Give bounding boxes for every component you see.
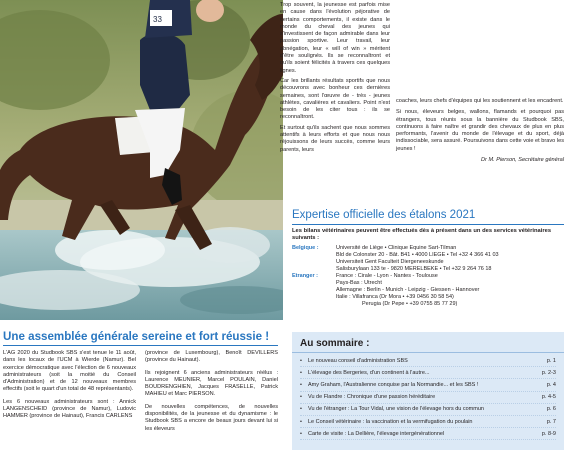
belgique-line: Université de Liège • Clinique Equine Sart-Tilman	[336, 245, 457, 251]
etranger-addresses	[336, 273, 564, 308]
etranger-line: Allemagne : Berlin - Munich - Leipzig - Giessen - Hannover	[336, 287, 480, 293]
intro-paragraph-1: Trop souvent, la jeunesse est parfois mise en cause dans l'évolution péjorative de certains comportements, il existe dans le monde du cheval des jeunes qui s'investissent de façon admirable dans leur passion sportive. Leur travail, leur abnégation, leur « will of win » méritent d'être soulignés. Ils se reconnaîtront et qu'ils soient félicités à travers ces quelques lignes.	[280, 2, 390, 74]
bullet-icon: •	[300, 381, 302, 388]
svg-text:33: 33	[153, 15, 162, 24]
sommaire-list	[292, 355, 564, 440]
expertise-list	[292, 245, 564, 308]
etranger-line: Perugia (Dr Pepe • +39 0755 85 77 29)	[362, 301, 458, 307]
assemblee-paragraph: L'AG 2020 du Studbook SBS s'est tenue le 11 août, dans les locaux de l'UCM à Wierde (Namur). Bel exercice démocratique avec l'élection de 6 nouveaux administrateurs (soit la moitié du Conseil d'Administration) et de 12 nouveaux membres effectifs (soit le quart d'un total de 48 représentants).	[3, 350, 136, 393]
sommaire-item[interactable]	[300, 379, 556, 391]
sommaire-item-page: p. 7	[546, 418, 556, 425]
assemblee-paragraph: (province de Luxembourg), Benoît DEVILLERS (province du Hainaut).	[145, 350, 278, 364]
cover-photo	[0, 0, 283, 320]
bullet-icon: •	[300, 430, 302, 437]
sommaire-item-title: Carte de visite : La Dellière, l'élevage intergénérationnel	[308, 430, 445, 437]
sommaire-item-page: p. 2-3	[541, 369, 556, 376]
etranger-row	[292, 273, 564, 308]
intro-paragraph-2: Car les brillants résultats sportifs que nous découvrons avec bonheur ces dernières semaines, sont l'œuvre de - très - jeunes athlètes, cavalières et cavaliers. Point n'est besoin de les citer tous : ils se reconnaîtront.	[280, 77, 390, 121]
editorial-paragraph-2: Si nous, éleveurs belges, wallons, flamands et pourquoi pas étrangers, tous réunis sous la bannière du Studbook SBS, continuons à faire naître et grandir des chevaux de plus en plus performants, l'avenir du monde de l'élevage et du sport, déjà indissociable, sera assuré. Poursuivons dans cette voie et bravo les jeunes !	[396, 109, 564, 152]
expertise-title: Expertise officielle des étalons 2021	[292, 209, 564, 225]
editorial-continuation	[396, 98, 564, 168]
belgique-label: Belgique :	[292, 245, 319, 251]
belgique-line: Universiteit Gent Faculteit Diergeneeskunde	[336, 259, 444, 265]
sommaire-item[interactable]	[300, 367, 556, 379]
sommaire-item-page: p. 8-9	[541, 430, 556, 437]
bullet-icon: •	[300, 406, 302, 413]
expertise-section	[292, 209, 564, 308]
belgique-line: Salisburylaan 133 te - 9820 MERELBEKE • Tel +32 9 264 76 18	[336, 266, 492, 272]
assemblee-column-2	[145, 350, 278, 438]
sommaire-title: Au sommaire :	[292, 332, 564, 353]
intro-text	[280, 2, 390, 157]
assemblee-paragraph: Les 6 nouveaux administrateurs sont : Annick LANGENSCHEID (province de Namur), Ludovic HAMMER (province de Hainaut), Francis CARLENS	[3, 398, 136, 420]
sommaire-item-title: Le Conseil vétérinaire : la vaccination et la vermifugation du poulain	[308, 418, 473, 425]
sommaire-item[interactable]	[300, 428, 556, 440]
assemblee-columns	[3, 350, 278, 438]
belgique-addresses	[336, 245, 564, 273]
sommaire-item-title: L'élevage des Bergeries, d'un continent à l'autre...	[308, 369, 430, 376]
sommaire-item-title: Vu de l'étranger : La Tour Vidal, une vision de l'élevage hors du commun	[308, 406, 484, 413]
signature: Dr M. Pierson, Secrétaire général	[480, 157, 564, 164]
assemblee-title: Une assemblée générale sereine et fort réussie !	[3, 330, 278, 346]
sommaire-item-page: p. 1	[546, 357, 556, 364]
assemblee-paragraph: Ils rejoignent 6 anciens administrateurs réélus : Laurence MEUNIER, Marcel POULAIN, Daniel BOUDRENGHIEN, Jacques FRASELLE, Patrick MAHIEU et Marc PIERSON.	[145, 369, 278, 398]
sommaire-item-title: Le nouveau conseil d'administration SBS	[308, 357, 408, 364]
sommaire-item[interactable]	[300, 355, 556, 367]
sommaire-item-page: p. 4	[546, 381, 556, 388]
sommaire-item-title: Amy Graham, l'Australienne conquise par la Normandie... et les SBS !	[308, 381, 479, 388]
etranger-label: Etranger :	[292, 273, 318, 279]
sommaire-item-page: p. 6	[546, 406, 556, 413]
belgique-line: Bld de Colonster 20 - Bât. B41 • 4000 LIEGE • Tel +32 4 366 41 03	[336, 252, 499, 258]
bullet-icon: •	[300, 394, 302, 401]
editorial-paragraph-1: coaches, leurs chefs d'équipes qui les soutiennent et les encadrent.	[396, 98, 564, 104]
sommaire-item-page: p. 4-5	[541, 394, 556, 401]
sommaire-item[interactable]	[300, 416, 556, 428]
horse-rider-image	[0, 0, 283, 320]
sommaire-item-title: Vu de Flandre : Chronique d'une passion héréditaire	[308, 394, 436, 401]
sommaire-item[interactable]	[300, 392, 556, 404]
etranger-line: Italie : Villafranca (Dr Mora • +39 0456 30 58 54)	[336, 294, 454, 300]
etranger-line: France : Cirale - Lyon - Nantes - Toulouse	[336, 273, 438, 279]
bullet-icon: •	[300, 369, 302, 376]
assemblee-section	[3, 330, 278, 438]
bullet-icon: •	[300, 418, 302, 425]
sommaire-item[interactable]	[300, 404, 556, 416]
sommaire-box	[292, 332, 564, 450]
etranger-line: Pays-Bas : Utrecht	[336, 280, 382, 286]
intro-paragraph-3: Et surtout qu'ils sachent que nous sommes attentifs à leurs efforts et que nous nous réjouissons de leurs succès, comme leurs parents, leurs	[280, 124, 390, 153]
belgique-row	[292, 245, 564, 273]
assemblee-paragraph: De nouvelles compétences, de nouvelles disponibilités, de la jeunesse et du dynamisme : le Studbook SBS a encore de beaux jours devant lui si les éleveurs	[145, 403, 278, 432]
bullet-icon: •	[300, 357, 302, 364]
assemblee-column-1	[3, 350, 136, 438]
expertise-intro: Les bilans vétérinaires peuvent être effectués dès à présent dans un des services vétérinaires suivants :	[292, 228, 552, 241]
